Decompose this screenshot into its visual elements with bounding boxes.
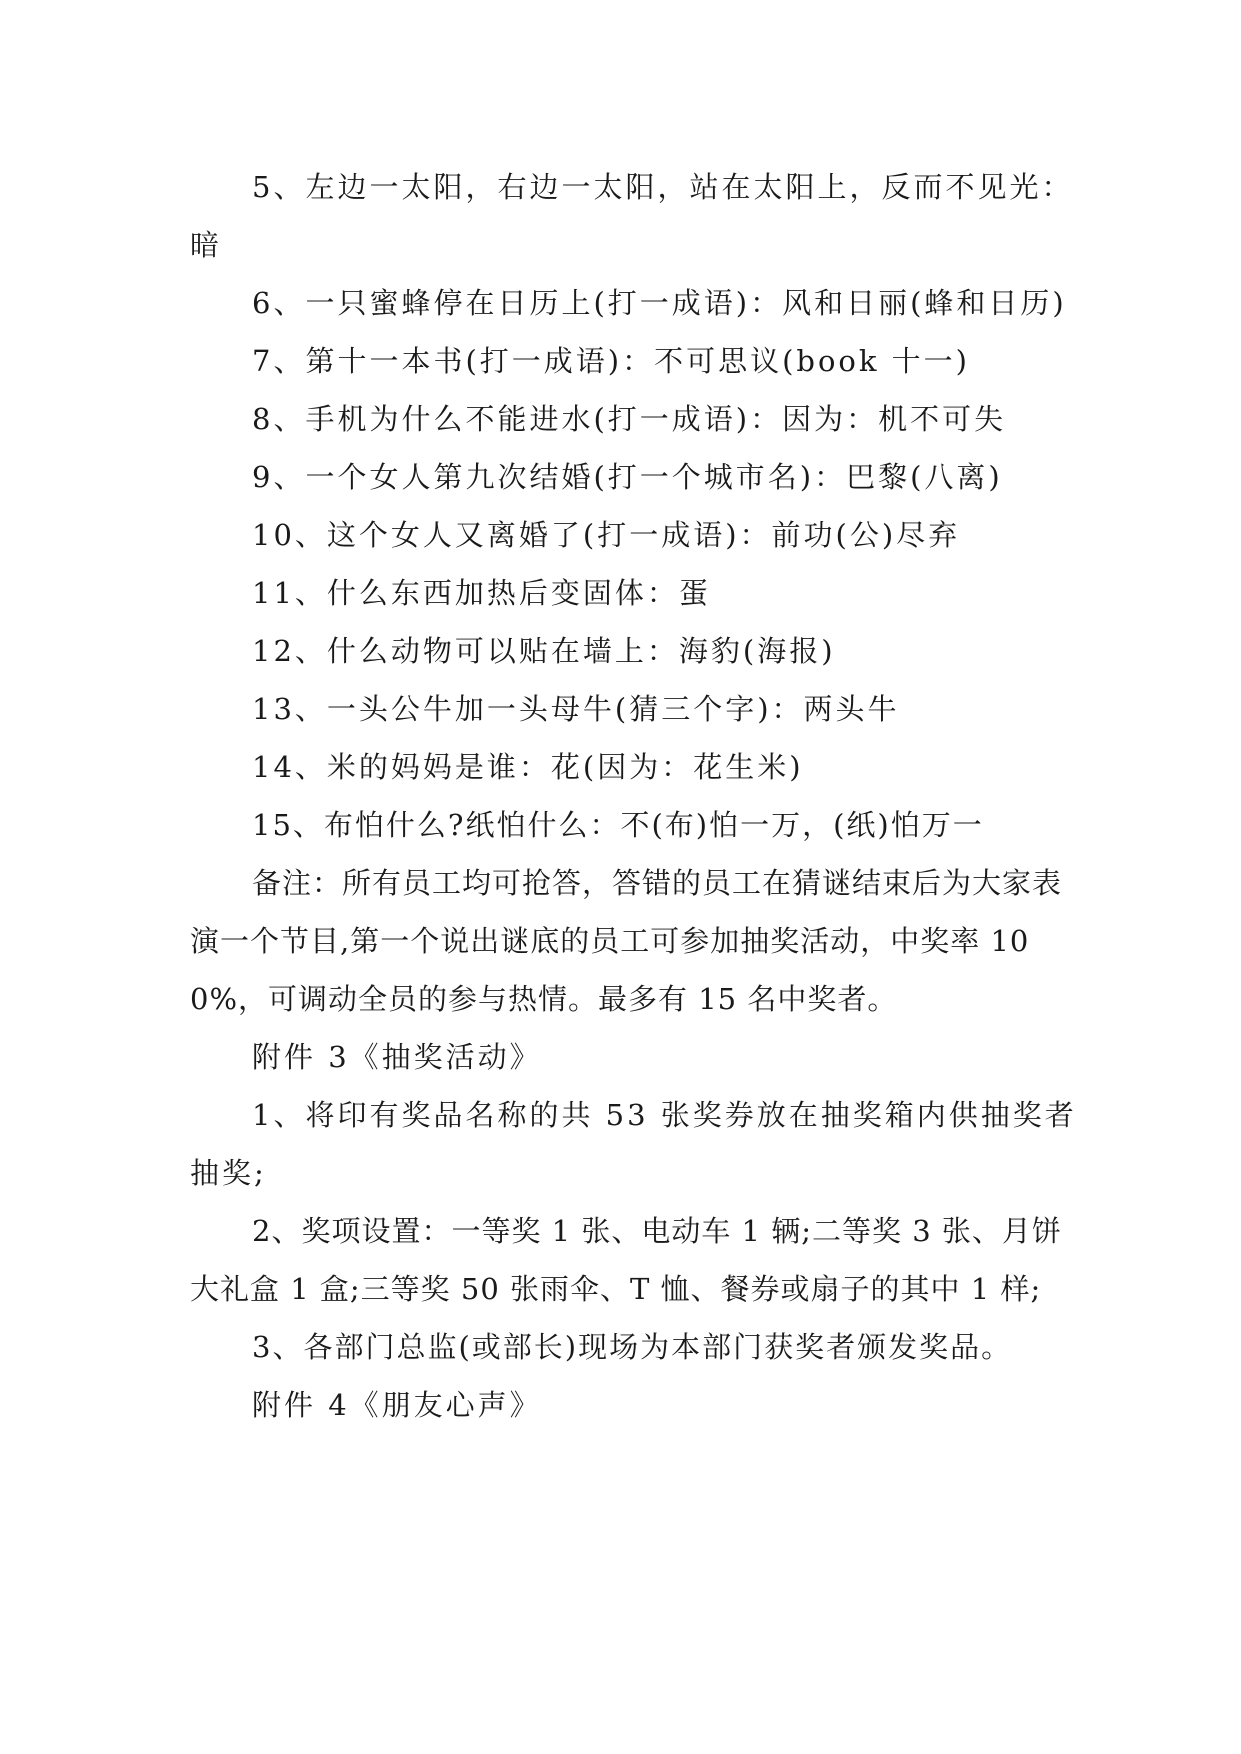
riddle-15: 15、布怕什么?纸怕什么：不(布)怕一万，(纸)怕万一 — [252, 808, 984, 842]
riddle-8: 8、手机为什么不能进水(打一成语)：因为：机不可失 — [252, 402, 1007, 436]
riddle-6: 6、一只蜜蜂停在日历上(打一成语)：风和日丽(蜂和日历) — [252, 286, 1067, 320]
lottery-item-1: 1、将印有奖品名称的共 53 张奖券放在抽奖箱内供抽奖者抽奖; — [190, 1098, 1077, 1190]
appendix-4-heading: 附件 4《朋友心声》 — [252, 1388, 542, 1422]
document-body — [190, 158, 1090, 1434]
riddle-10: 10、这个女人又离婚了(打一成语)：前功(公)尽弃 — [252, 518, 961, 552]
riddle-5: 5、左边一太阳，右边一太阳，站在太阳上，反而不见光：暗 — [190, 170, 1074, 262]
riddle-11: 11、什么东西加热后变固体：蛋 — [252, 576, 711, 610]
riddle-12: 12、什么动物可以贴在墙上：海豹(海报) — [252, 634, 836, 668]
riddle-13: 13、一头公牛加一头母牛(猜三个字)：两头牛 — [252, 692, 900, 726]
lottery-item-3: 3、各部门总监(或部长)现场为本部门获奖者颁发奖品。 — [252, 1330, 1013, 1364]
lottery-item-2: 2、奖项设置：一等奖 1 张、电动车 1 辆;二等奖 3 张、月饼大礼盒 1 盒;三等奖 50 张雨伞、T 恤、餐券或扇子的其中 1 样; — [190, 1214, 1062, 1306]
riddle-14: 14、米的妈妈是谁：花(因为：花生米) — [252, 750, 804, 784]
note-paragraph: 备注：所有员工均可抢答，答错的员工在猜谜结束后为大家表演一个节目,第一个说出谜底的员工可参加抽奖活动，中奖率 100%，可调动全员的参与热情。最多有 15 名中奖者。 — [190, 866, 1063, 1016]
appendix-3-heading: 附件 3《抽奖活动》 — [252, 1040, 542, 1074]
riddle-9: 9、一个女人第九次结婚(打一个城市名)：巴黎(八离) — [252, 460, 1003, 494]
riddle-7: 7、第十一本书(打一成语)：不可思议(book 十一) — [252, 344, 970, 378]
